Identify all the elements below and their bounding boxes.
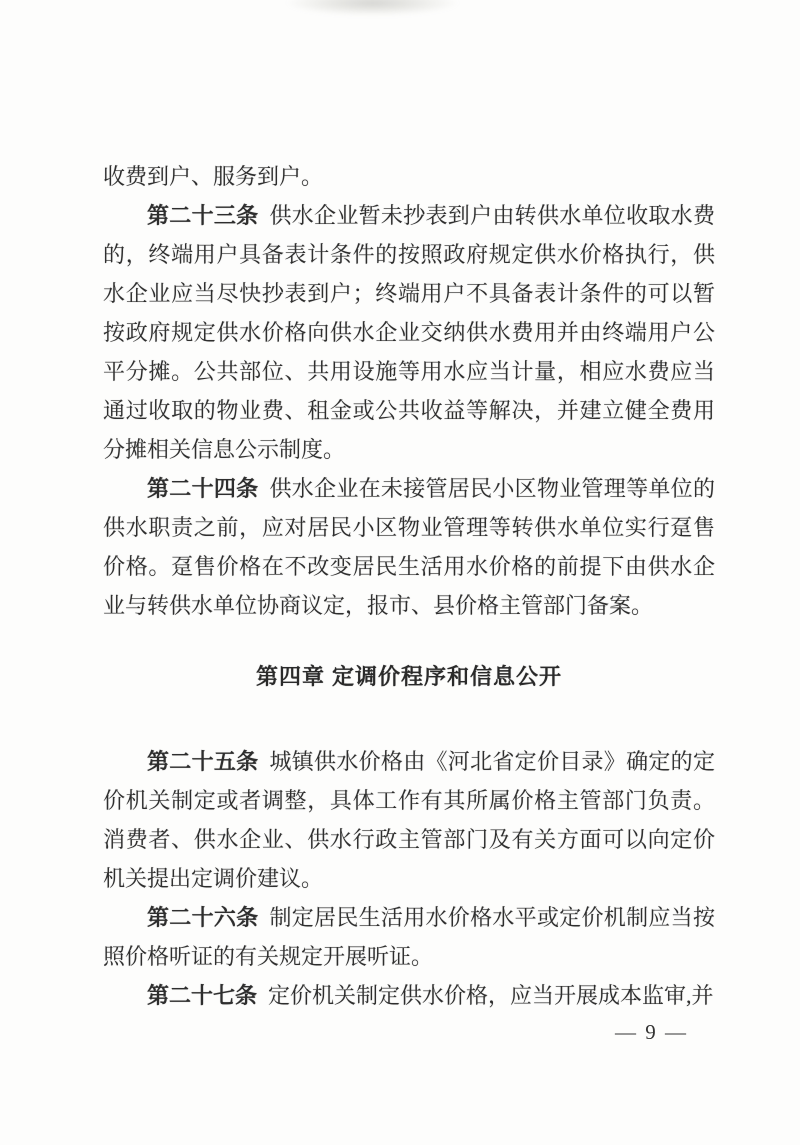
article-number: 第二十四条 [147,476,259,501]
scan-artifact [285,0,460,16]
document-body [103,157,715,1015]
paragraph-article-23 [103,196,715,469]
paragraph-article-24 [103,469,715,625]
paragraph-continuation [103,157,715,196]
paragraph-text: 制定居民生活用水价格水平或定价机制应当按照价格听证的有关规定开展听证。 [103,905,715,969]
paragraph-text: 收费到户、服务到户。 [103,164,324,189]
paragraph-article-25 [103,742,715,898]
article-number: 第二十三条 [147,203,259,228]
chapter-heading: 第四章 定调价程序和信息公开 [255,664,563,689]
page-number: — 9 — [615,1020,688,1044]
article-number: 第二十七条 [147,983,258,1008]
paragraph-article-26 [103,898,715,976]
paragraph-article-27 [103,976,715,1015]
paragraph-text: 城镇供水价格由《河北省定价目录》确定的定价机关制定或者调整，具体工作有其所属价格主管部门负责。消费者、供水企业、供水行政主管部门及有关方面可以向定价机关提出定调价建议。 [103,749,715,891]
paragraph-text: 定价机关制定供水价格，应当开展成本监审,并 [268,983,714,1008]
paragraph-text: 供水企业在未接管居民小区物业管理等单位的供水职责之前，应对居民小区物业管理等转供水单位实行趸售价格。趸售价格在不改变居民生活用水价格的前提下由供水企业与转供水单位协商议定，报市、县价格主管部门备案。 [103,476,715,618]
article-number: 第二十六条 [147,905,259,930]
paragraph-text: 供水企业暂未抄表到户由转供水单位收取水费的，终端用户具备表计条件的按照政府规定供水价格执行，供水企业应当尽快抄表到户；终端用户不具备表计条件的可以暂按政府规定供水价格向供水企业交纳供水费用并由终端用户公平分摊。公共部位、共用设施等用水应当计量，相应水费应当通过收取的物业费、租金或公共收益等解决，并建立健全费用分摊相关信息公示制度。 [103,203,715,462]
article-number: 第二十五条 [147,749,259,774]
